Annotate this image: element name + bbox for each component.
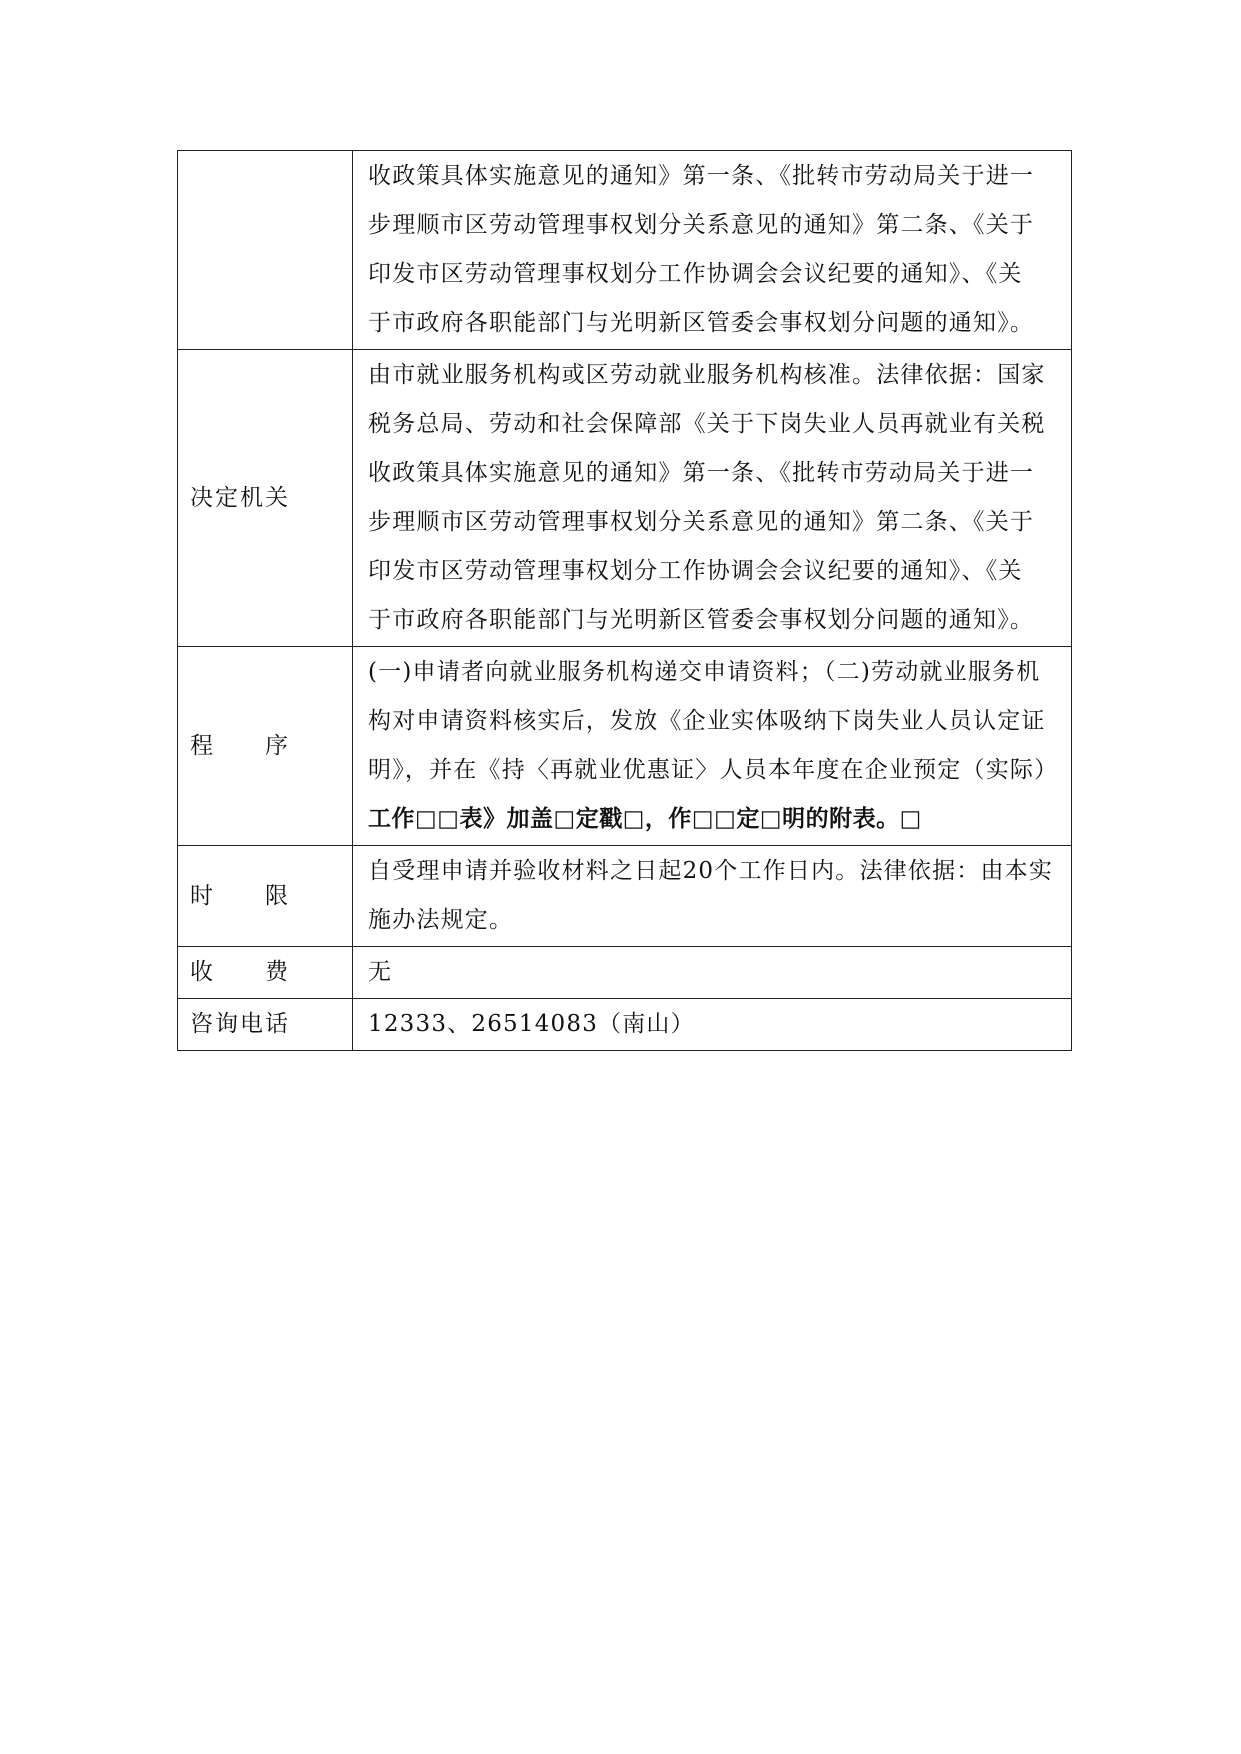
label-char: 时 bbox=[190, 882, 215, 909]
text-line-bold: 工作□□表》加盖□定戳□，作□□定□明的附表。□ bbox=[368, 806, 922, 832]
row-label-procedure bbox=[178, 647, 353, 846]
text-line: 于市政府各职能部门与光明新区管委会事权划分问题的通知》。 bbox=[368, 607, 1035, 633]
label-char: 序 bbox=[265, 732, 290, 759]
text-line: 自受理申请并验收材料之日起20个工作日内。法律依据：由本实 bbox=[368, 858, 1054, 884]
table-row-hotline bbox=[178, 999, 1072, 1051]
label-char: 收 bbox=[190, 959, 215, 985]
hotline-content bbox=[353, 999, 1072, 1051]
text-line: 施办法规定。 bbox=[368, 907, 514, 933]
row-label-empty bbox=[178, 151, 353, 350]
label-char: 费 bbox=[265, 959, 290, 985]
row-label-hotline: 咨询电话 bbox=[178, 999, 353, 1051]
label-char: 程 bbox=[190, 732, 215, 759]
row-label-time-limit bbox=[178, 846, 353, 947]
table-row-time-limit bbox=[178, 846, 1072, 947]
text-line: 收政策具体实施意见的通知》第一条、《批转市劳动局关于进一 bbox=[368, 460, 1035, 486]
table-row-decision-authority bbox=[178, 350, 1072, 647]
text-line: 于市政府各职能部门与光明新区管委会事权划分问题的通知》。 bbox=[368, 310, 1035, 336]
text-line: 收政策具体实施意见的通知》第一条、《批转市劳动局关于进一 bbox=[368, 163, 1035, 189]
row-label-fee bbox=[178, 947, 353, 999]
legal-basis-continued bbox=[353, 151, 1072, 350]
text-line: 无 bbox=[368, 959, 393, 985]
text-line: 印发市区劳动管理事权划分工作协调会会议纪要的通知》、《关 bbox=[368, 558, 1023, 584]
table-row-procedure bbox=[178, 647, 1072, 846]
text-line: 明》，并在《持〈再就业优惠证〉人员本年度在企业预定（实际） bbox=[368, 757, 1059, 783]
service-info-table bbox=[177, 150, 1072, 1051]
text-line: 印发市区劳动管理事权划分工作协调会会议纪要的通知》、《关 bbox=[368, 261, 1023, 287]
row-label-decision-authority: 决定机关 bbox=[178, 350, 353, 647]
text-line: 步理顺市区劳动管理事权划分关系意见的通知》第二条、《关于 bbox=[368, 509, 1035, 535]
phone-numbers: 12333、26514083（南山） bbox=[368, 1011, 695, 1037]
text-line: 税务总局、劳动和社会保障部《关于下岗失业人员再就业有关税 bbox=[368, 411, 1046, 437]
text-line: (一)申请者向就业服务机构递交申请资料；（二)劳动就业服务机 bbox=[368, 659, 1041, 685]
table-row-fee bbox=[178, 947, 1072, 999]
procedure-content bbox=[353, 647, 1072, 846]
text-line: 构对申请资料核实后，发放《企业实体吸纳下岗失业人员认定证 bbox=[368, 708, 1046, 734]
fee-content bbox=[353, 947, 1072, 999]
text-line: 由市就业服务机构或区劳动就业服务机构核准。法律依据：国家 bbox=[368, 362, 1046, 388]
text-line: 步理顺市区劳动管理事权划分关系意见的通知》第二条、《关于 bbox=[368, 212, 1035, 238]
decision-authority-content bbox=[353, 350, 1072, 647]
time-limit-content bbox=[353, 846, 1072, 947]
table-row-continuation bbox=[178, 151, 1072, 350]
label-char: 限 bbox=[265, 882, 290, 909]
